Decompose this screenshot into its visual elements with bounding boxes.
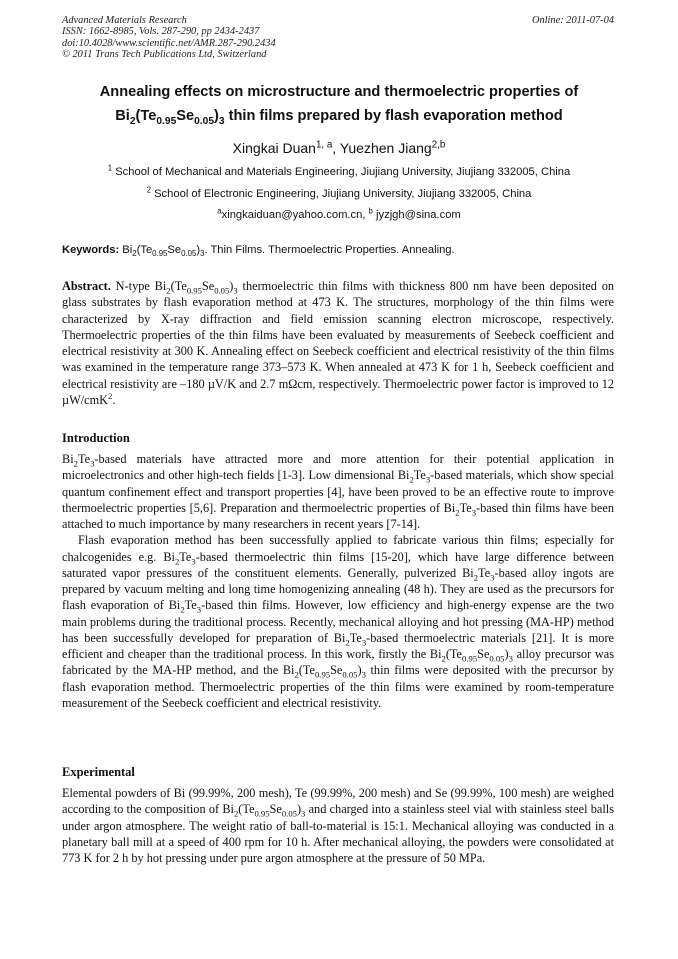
text-run: Te: [179, 549, 192, 564]
online-date: Online: 2011-07-04: [531, 15, 614, 26]
formula-sub: 0.05: [342, 669, 358, 680]
keyword-text: (Te: [136, 244, 153, 256]
text-run: Flash evaporation method has been successfully applied to fabricate various thin films; especially for chalcogenides e.g. Bi: [62, 533, 614, 564]
text-run: -based materials have attracted more and more attention for their potential application in microelectronics and other high-tech fields [1-3]. Low dimensional Bi: [62, 452, 614, 483]
text-run: ): [229, 279, 234, 293]
text-run: (Te: [170, 279, 187, 293]
text-run: -based thin films. However, low efficiency and high-energy expense are the two main problems during the traditional process. Recently, mechanical alloying and hot pressing (MA-HP) method has been successfully developed for preparation of Bi: [62, 598, 614, 645]
keyword-text: ): [196, 244, 201, 256]
formula-sub: 3: [233, 285, 238, 296]
paper-title: [40, 80, 638, 128]
formula-sub: 2: [166, 285, 171, 296]
introduction-body: [62, 451, 614, 711]
email-marker: a: [217, 206, 222, 216]
formula-sub: 2: [174, 555, 180, 566]
text-run: Te: [349, 630, 362, 645]
author-name: Xingkai Duan: [232, 140, 316, 156]
text-run: -based thin films have been attached to much importance by many researchers in recent years [7-14].: [62, 500, 614, 531]
title-line-2-text: thin films prepared by flash evaporation method: [224, 108, 563, 124]
email-link[interactable]: xingkaiduan@yahoo.com.cn,: [221, 209, 369, 221]
paragraph: [62, 451, 614, 532]
text-run: Te: [459, 500, 472, 515]
text-run: Elemental powders of Bi (99.99%, 200 mesh), Te (99.99%, 200 mesh) and Se (99.99%, 100 mesh) are weighed according to the composition of Bi: [62, 786, 614, 817]
section-heading-introduction: Introduction: [62, 431, 130, 445]
formula-sub: 3: [218, 115, 225, 127]
text-run: (Te: [445, 647, 463, 661]
author-name: Yuezhen Jiang: [339, 140, 432, 156]
author-separator: ,: [332, 140, 340, 156]
formula-sub: 3: [425, 474, 431, 485]
text-run: Se: [201, 279, 215, 293]
formula-sub: 0.05: [181, 249, 197, 259]
text-run: (Te: [298, 663, 315, 678]
running-header: [62, 15, 614, 61]
text-run: ): [296, 802, 302, 817]
formula-sub: 0.95: [156, 115, 177, 127]
keyword-text: Se: [167, 244, 182, 256]
affil-text: School of Electronic Engineering, Jiujiang University, Jiujiang 332005, China: [150, 188, 532, 200]
formula-sub: 2: [233, 808, 239, 819]
formula-sub: 0.95: [254, 808, 270, 819]
formula-sub: 2: [409, 474, 414, 485]
formula-sub: 3: [200, 249, 205, 259]
email-link[interactable]: jyzjgh@sina.com: [372, 209, 461, 221]
paragraph: [62, 785, 614, 866]
keyword-text: . Thin Films. Thermoelectric Properties. Annealing.: [204, 244, 455, 256]
formula-sub: 3: [90, 458, 95, 469]
formula-sub: 0.05: [489, 653, 505, 664]
issn-line: ISSN: 1662-8985, Vols. 287-290, pp 2434-2437: [62, 26, 260, 38]
formula-sup: 2: [108, 390, 113, 401]
affil-text: School of Mechanical and Materials Engineering, Jiujiang University, Jiujiang 332005, China: [112, 166, 571, 178]
text-run: Bi: [62, 452, 74, 466]
formula-sub: 3: [196, 604, 202, 615]
text-run: and charged into a stainless steel vial with stainless steel balls under argon atmosphere. The weight ratio of ball-to-material is 15:1. Mechanical alloying was conducted in a planetary ball mill at a speed of 400 rpm for 10 h. After mechanical alloying, the powders were consolidated at 773 K for 2 h by hot pressing under pure argon atmosphere at the pressure of 50 MPa.: [62, 802, 614, 865]
formula-sub: 0.05: [214, 285, 230, 296]
abstract-label: Abstract.: [62, 279, 111, 293]
experimental-body: [62, 785, 614, 866]
formula-sub: 2: [455, 507, 460, 518]
text-run: Se: [477, 647, 490, 661]
text-run: (Te: [238, 802, 255, 817]
formula-sub: 3: [191, 555, 196, 566]
formula-sub: 0.05: [194, 115, 214, 127]
formula-part: (Te: [135, 108, 157, 124]
abstract: [62, 278, 614, 408]
formula-sub: 0.95: [152, 249, 168, 259]
text-run: -based alloy ingots are prepared by vacuum melting and long time homogenizing annealing (48 h). They are used as the precursors for flash evaporation of Bi: [62, 565, 614, 613]
affiliation-2: [40, 187, 638, 201]
paragraph: [62, 532, 614, 711]
title-line-2: [40, 104, 638, 128]
keywords-label: Keywords:: [62, 244, 120, 256]
text-run: Te: [77, 452, 91, 466]
author-affil-marker: 2,b: [431, 139, 446, 151]
author-emails: [40, 208, 638, 222]
text-run: thin films were deposited with the precursor by flash evaporation method. Thermoelectric properties of the thin films were examined by room-temperature measurement of the Seebeck coefficient and electrical resistivity.: [62, 663, 614, 710]
affil-marker: 2: [146, 185, 151, 195]
formula-sub: 2: [345, 637, 350, 648]
text-run: Se: [269, 802, 282, 817]
author-affil-marker: 1, a: [315, 139, 333, 151]
affiliation-1: [40, 165, 638, 179]
formula-sub: 0.95: [314, 669, 331, 680]
text-run: alloy precursor was fabricated by the MA-HP method, and the Bi: [62, 647, 614, 678]
text-run: .: [112, 392, 116, 407]
text-run: ): [357, 663, 362, 678]
text-run: -based thermoelectric materials [21]. It is more efficient and cheaper than the traditional process. In this work, firstly the Bi: [62, 630, 615, 661]
author-list: [40, 139, 638, 157]
formula-part: ): [214, 108, 219, 124]
doi-line: doi:10.4028/www.scientific.net/AMR.287-290.2434: [62, 37, 276, 49]
formula-part: Bi: [115, 108, 130, 124]
formula-sub: 3: [471, 507, 477, 518]
formula-sub: 0.95: [462, 653, 478, 664]
keywords: [62, 243, 618, 257]
text-run: Te: [478, 565, 491, 580]
journal-name: Advanced Materials Research: [62, 15, 187, 26]
text-run: Se: [330, 663, 343, 678]
text-run: N-type Bi: [110, 279, 167, 293]
text-run: Te: [184, 598, 197, 613]
formula-sub: 2: [294, 669, 299, 680]
affil-marker: 1: [107, 163, 113, 173]
email-marker: b: [368, 206, 373, 216]
text-run: -based thermoelectric thin films [15-20], which have large difference between saturated vapor pressures of the constituent elements. Generally, pulverized Bi: [62, 549, 614, 580]
formula-sub: 3: [508, 653, 513, 664]
formula-sub: 2: [129, 115, 136, 127]
formula-sub: 3: [361, 669, 366, 680]
formula-sub: 2: [473, 572, 479, 583]
formula-sub: 0.95: [186, 285, 202, 296]
formula-part: Se: [176, 108, 195, 124]
title-line-1: Annealing effects on microstructure and thermoelectric properties of: [99, 84, 579, 100]
copyright-line: © 2011 Trans Tech Publications Ltd, Switzerland: [62, 49, 267, 61]
formula-sub: 2: [73, 458, 78, 469]
text-run: -based materials, which show special quantum confinement effect and transport properties [4], have been proved to be an effective route to improve thermoelectric properties [5,6]. Preparation and thermoelectric properties of Bi: [62, 468, 614, 515]
formula-sub: 0.05: [281, 808, 297, 819]
text-run: ): [504, 647, 509, 661]
formula-sub: 3: [490, 572, 495, 583]
formula-sub: 3: [301, 808, 306, 819]
formula-sub: 3: [361, 637, 367, 648]
text-run: thermoelectric thin films with thickness 800 nm have been deposited on glass substrates by flash evaporation method at 473 K. The structures, morphology of the thin films were characterized by X-ray diffraction and field emission scanning electron microscope, respectively. Thermoelectric properties of the thin films have been evaluated by measurements of Seebeck coefficient and electrical resistivity at 300 K. Annealing effect on Seebeck coefficient and electrical resistivity of the thin films was examined in the temperature range 373–573 K. When annealed at 473 K for 1 h, Seebeck coefficient and electrical resistivity are –180 µV/K and 2.7 mΩcm, respectively. Thermoelectric power factor is improved to 12 µW/cmK: [62, 279, 614, 407]
formula-sub: 2: [180, 604, 185, 615]
text-run: Te: [413, 468, 426, 483]
section-heading-experimental: Experimental: [62, 765, 135, 779]
keyword-text: Bi: [119, 244, 133, 256]
formula-sub: 2: [441, 653, 446, 664]
formula-sub: 2: [132, 249, 137, 259]
